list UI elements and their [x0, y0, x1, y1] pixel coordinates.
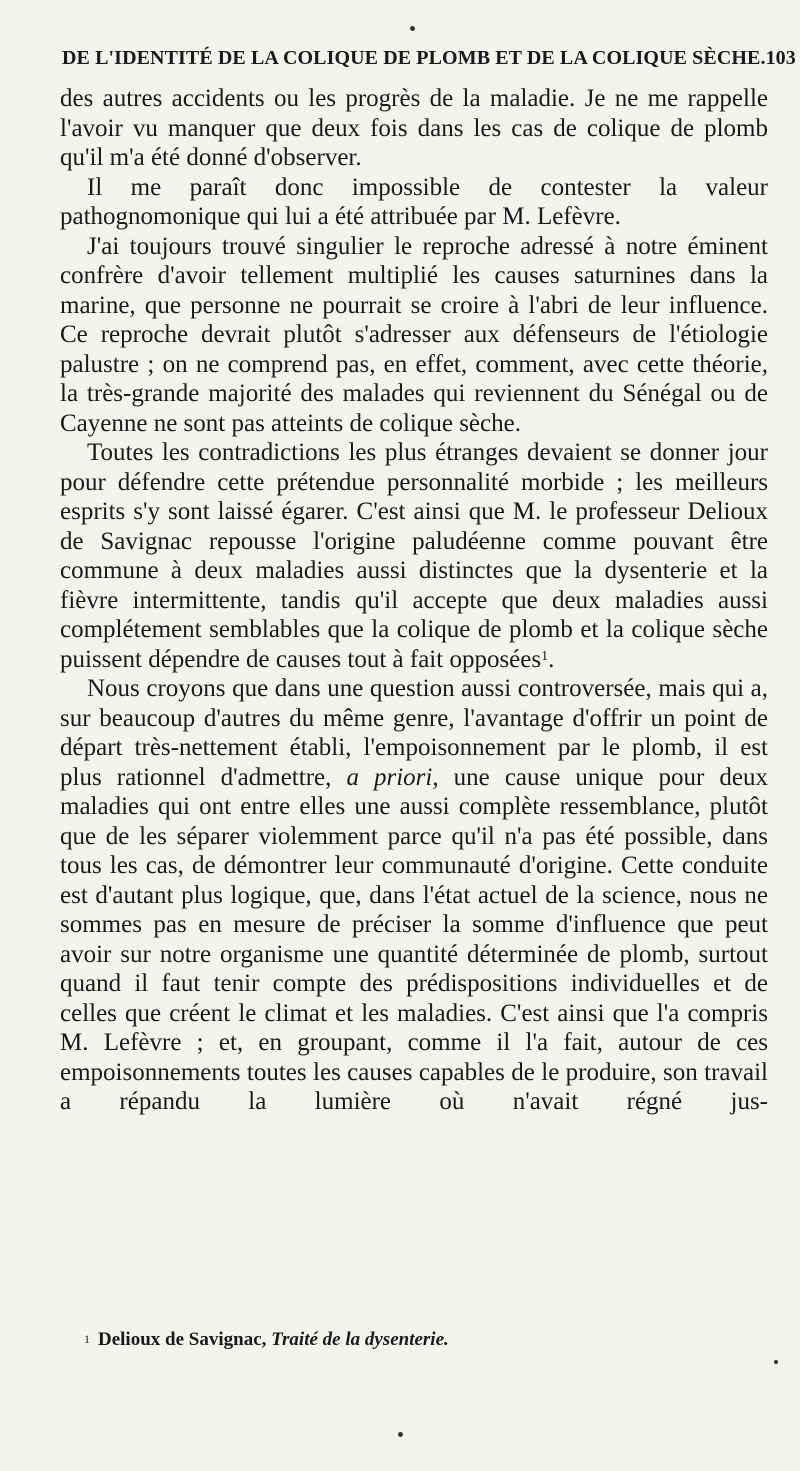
paragraph-3: J'ai toujours trouvé singulier le reproche adressé à notre éminent confrère d'avoir tellement multiplié les causes saturnines dans la marine, que personne ne pourrait se croire à l'abri de leur influence. Ce reproche devrait plutôt s'adresser aux défenseurs de l'étiologie palustre ; on ne comprend pas, en effet, comment, avec cette théorie, la très-grande majorité des malades qui reviennent du Sénégal ou de Cayenne ne sont pas atteints de colique sèche.: [60, 232, 768, 437]
page-header: [62, 47, 796, 77]
footnote-reference: 1: [541, 648, 549, 664]
paragraph-5-text-before: Nous croyons que dans une question aussi controversée, mais qui a, sur beaucoup d'autres du même genre, l'avantage d'offrir un point de départ très-nettement établi, l'empoisonnement par le plomb, il est plus rationnel d'admettre,: [60, 675, 768, 791]
scan-speck-right: [774, 1360, 778, 1364]
paragraph-5: [60, 674, 768, 1117]
footnote-author: Delioux de Savignac,: [98, 1329, 267, 1350]
paragraph-5-text-after: , une cause unique pour deux maladies qui ont entre elles une aussi complète ressemblance, plutôt que de les séparer violemment parce qu'il n'a pas été possible, dans tous les cas, de démontrer leur communauté d'origine. Cette conduite est d'autant plus logique, que, dans l'état actuel de la science, nous ne sommes pas en mesure de préciser la somme d'influence que peut avoir sur notre organisme une quantité déterminée de plomb, surtout quand il faut tenir compte des prédispositions individuelles et de celles que créent le climat et les maladies. C'est ainsi que l'a compris M. Lefèvre ; et, en groupant, comme il l'a fait, autour de ces empoisonnements toutes les causes capables de le produire, son travail a répandu la lumière où n'avait régné jus-: [60, 763, 768, 1115]
scan-speck-bottom: [398, 1432, 403, 1437]
footnote-marker: 1: [84, 1332, 90, 1346]
body-text: [60, 84, 768, 1117]
paragraph-5-italic: a priori: [346, 763, 433, 791]
running-title: DE L'IDENTITÉ DE LA COLIQUE DE PLOMB ET DE LA COLIQUE SÈCHE.: [62, 47, 766, 69]
footnote-work-title: Traité de la dysenterie.: [271, 1329, 449, 1350]
scan-speck-top: [410, 26, 415, 31]
page-number: 103: [765, 47, 796, 69]
paragraph-4-text: Toutes les contradictions les plus étranges devaient se donner jour pour défendre cette prétendue personnalité morbide ; les meilleurs esprits s'y sont laissé égarer. C'est ainsi que M. le professeur Delioux de Savignac repousse l'origine paludéenne comme pouvant être commune à deux maladies aussi distinctes que la dysenterie et la fièvre intermittente, tandis qu'il accepte que deux maladies aussi complétement semblables que la colique de plomb et la colique sèche puissent dépendre de causes tout à fait opposées: [60, 439, 768, 673]
paragraph-1: des autres accidents ou les progrès de la maladie. Je ne me rappelle l'avoir vu manquer que deux fois dans les cas de colique de plomb qu'il m'a été donné d'observer.: [60, 85, 768, 171]
paragraph-4-end: .: [548, 645, 555, 673]
paragraph-2: Il me paraît donc impossible de contester la valeur pathognomonique qui lui a été attribuée par M. Lefèvre.: [60, 173, 768, 230]
paragraph-4: [60, 438, 768, 674]
footnote: [84, 1328, 764, 1352]
